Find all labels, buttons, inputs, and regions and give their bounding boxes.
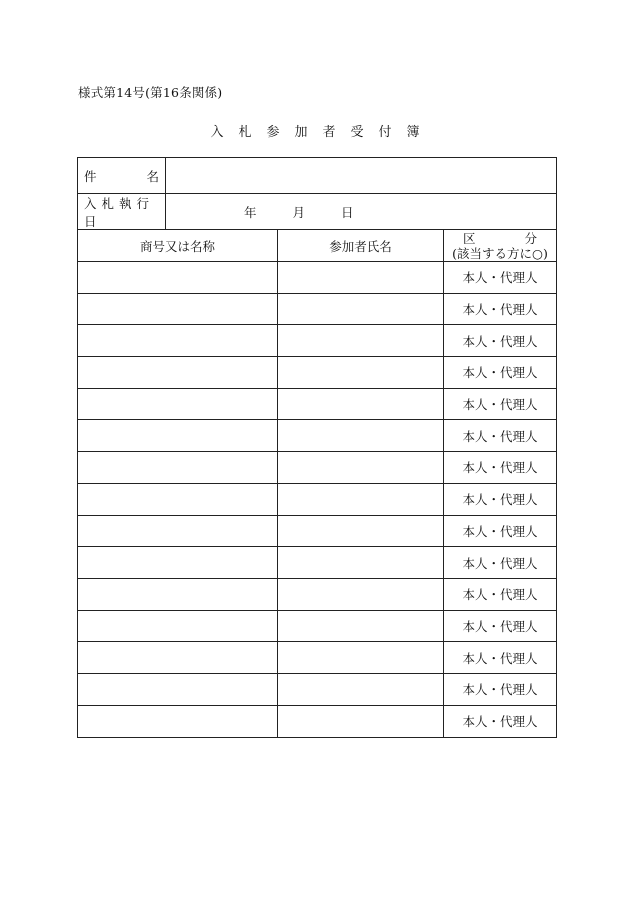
category-cell[interactable]: 本人・代理人 xyxy=(462,428,538,444)
participant-cell[interactable] xyxy=(278,706,444,738)
table-row xyxy=(78,357,556,389)
participant-cell[interactable] xyxy=(278,611,444,642)
category-cell[interactable]: 本人・代理人 xyxy=(462,365,538,381)
form-number: 様式第14号(第16条関係) xyxy=(78,85,223,100)
name-cell[interactable] xyxy=(78,547,278,578)
name-cell[interactable] xyxy=(78,484,278,515)
year-unit: 年 xyxy=(244,204,257,220)
date-label: 入札執行日 xyxy=(78,194,166,229)
participant-cell[interactable] xyxy=(278,642,444,673)
registration-sheet xyxy=(77,157,557,738)
participant-cell[interactable] xyxy=(278,452,444,483)
month-unit: 月 xyxy=(292,204,306,220)
table-row xyxy=(78,547,556,579)
column-header-name: 商号又は名称 xyxy=(78,230,278,261)
name-cell[interactable] xyxy=(78,325,278,356)
table-row xyxy=(78,642,556,674)
subject-row xyxy=(78,158,556,194)
column-header-category xyxy=(444,230,556,261)
table-row xyxy=(78,452,556,484)
table-row xyxy=(78,294,556,326)
table-row xyxy=(78,611,556,643)
category-cell[interactable]: 本人・代理人 xyxy=(462,555,538,571)
name-cell[interactable] xyxy=(78,357,278,388)
category-heading-char-1: 区 xyxy=(463,230,476,246)
participant-cell[interactable] xyxy=(278,579,444,610)
table-body xyxy=(78,262,556,737)
name-cell[interactable] xyxy=(78,516,278,547)
participant-cell[interactable] xyxy=(278,325,444,356)
table-row xyxy=(78,706,556,738)
participant-cell[interactable] xyxy=(278,484,444,515)
participant-cell[interactable] xyxy=(278,516,444,547)
subject-label-char-1: 件 xyxy=(84,168,97,184)
table-row xyxy=(78,420,556,452)
name-cell[interactable] xyxy=(78,579,278,610)
participant-cell[interactable] xyxy=(278,262,444,293)
category-cell[interactable]: 本人・代理人 xyxy=(462,492,538,508)
name-cell[interactable] xyxy=(78,706,278,738)
column-header-participant: 参加者氏名 xyxy=(278,230,444,261)
name-cell[interactable] xyxy=(78,262,278,293)
table-row xyxy=(78,325,556,357)
participant-cell[interactable] xyxy=(278,294,444,325)
participant-cell[interactable] xyxy=(278,547,444,578)
category-cell[interactable]: 本人・代理人 xyxy=(462,587,538,603)
day-unit: 日 xyxy=(341,204,354,220)
name-cell[interactable] xyxy=(78,452,278,483)
table-header xyxy=(78,230,556,262)
name-cell[interactable] xyxy=(78,294,278,325)
form-title: 入札参加者受付簿 xyxy=(210,125,435,140)
participant-cell[interactable] xyxy=(278,357,444,388)
date-value[interactable] xyxy=(166,194,556,229)
table-row xyxy=(78,674,556,706)
category-cell[interactable]: 本人・代理人 xyxy=(462,650,538,666)
category-cell[interactable]: 本人・代理人 xyxy=(462,270,538,286)
name-cell[interactable] xyxy=(78,389,278,420)
name-cell[interactable] xyxy=(78,642,278,673)
participant-cell[interactable] xyxy=(278,674,444,705)
date-row xyxy=(78,194,556,230)
category-cell[interactable]: 本人・代理人 xyxy=(462,397,538,413)
category-cell[interactable]: 本人・代理人 xyxy=(462,302,538,318)
table-row xyxy=(78,579,556,611)
table-row xyxy=(78,516,556,548)
table-row xyxy=(78,262,556,294)
category-heading-char-2: 分 xyxy=(524,230,537,246)
table-row xyxy=(78,484,556,516)
category-cell[interactable]: 本人・代理人 xyxy=(462,523,538,539)
participant-cell[interactable] xyxy=(278,389,444,420)
name-cell[interactable] xyxy=(78,420,278,451)
participant-cell[interactable] xyxy=(278,420,444,451)
category-cell[interactable]: 本人・代理人 xyxy=(462,618,538,634)
category-heading xyxy=(463,231,537,246)
subject-value[interactable] xyxy=(166,158,556,193)
name-cell[interactable] xyxy=(78,611,278,642)
category-cell[interactable]: 本人・代理人 xyxy=(462,460,538,476)
category-cell[interactable]: 本人・代理人 xyxy=(462,333,538,349)
category-cell[interactable]: 本人・代理人 xyxy=(462,682,538,698)
subject-label-char-2: 名 xyxy=(146,168,159,184)
name-cell[interactable] xyxy=(78,674,278,705)
category-note: (該当する方に○) xyxy=(452,245,548,261)
category-cell[interactable]: 本人・代理人 xyxy=(462,714,538,730)
table-row xyxy=(78,389,556,421)
subject-label xyxy=(78,158,166,193)
